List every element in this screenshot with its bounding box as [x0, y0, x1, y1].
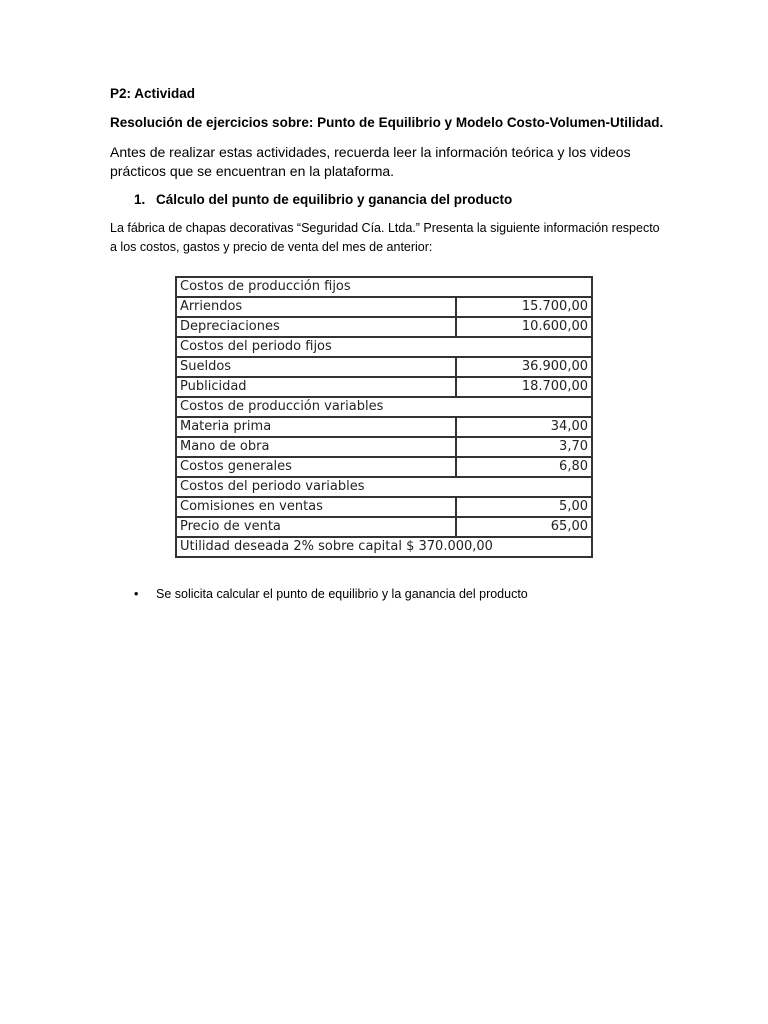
row-label-arriendos: Arriendos [176, 297, 456, 317]
table-section-row [176, 477, 592, 497]
row-label-costos-generales: Costos generales [176, 457, 456, 477]
row-label-mano-de-obra: Mano de obra [176, 437, 456, 457]
row-value-materia-prima: 34,00 [456, 417, 592, 437]
table-row [176, 297, 592, 317]
activity-title: P2: Actividad [110, 86, 196, 101]
section-header-variable-period: Costos del periodo variables [176, 477, 592, 497]
table-section-row [176, 397, 592, 417]
row-value-costos-generales: 6,80 [456, 457, 592, 477]
section-header-fixed-period: Costos del periodo fijos [176, 337, 592, 357]
row-value-mano-de-obra: 3,70 [456, 437, 592, 457]
row-label-publicidad: Publicidad [176, 377, 456, 397]
row-value-arriendos: 15.700,00 [456, 297, 592, 317]
table-row [176, 437, 592, 457]
row-value-precio-de-venta: 65,00 [456, 517, 592, 537]
table-section-row [176, 277, 592, 297]
section-heading [134, 192, 512, 207]
table-row [176, 417, 592, 437]
row-value-comisiones: 5,00 [456, 497, 592, 517]
section-number: 1. [134, 192, 146, 207]
bullet-text: Se solicita calcular el punto de equilibrio y la ganancia del producto [156, 587, 528, 601]
bullet-dot: • [134, 587, 139, 601]
bullet-list-item [134, 587, 528, 601]
section-title: Cálculo del punto de equilibrio y ganancia del producto [156, 192, 513, 207]
section-header-variable-production: Costos de producción variables [176, 397, 592, 417]
description-paragraph: La fábrica de chapas decorativas “Seguridad Cía. Ltda.” Presenta la siguiente información respecto a los costos, gastos y precio de venta del mes de anterior: [110, 221, 660, 254]
row-value-publicidad: 18.700,00 [456, 377, 592, 397]
cost-table [175, 276, 593, 558]
row-label-precio-de-venta: Precio de venta [176, 517, 456, 537]
table-footer-utilidad: Utilidad deseada 2% sobre capital $ 370.000,00 [176, 537, 592, 557]
table-row [176, 377, 592, 397]
row-value-depreciaciones: 10.600,00 [456, 317, 592, 337]
row-label-materia-prima: Materia prima [176, 417, 456, 437]
row-label-depreciaciones: Depreciaciones [176, 317, 456, 337]
table-section-row [176, 337, 592, 357]
table-row [176, 317, 592, 337]
activity-subtitle: Resolución de ejercicios sobre: Punto de Equilibrio y Modelo Costo-Volumen-Utilidad. [110, 115, 664, 130]
table-row [176, 357, 592, 377]
table-row [176, 457, 592, 477]
table-row [176, 517, 592, 537]
row-value-sueldos: 36.900,00 [456, 357, 592, 377]
intro-paragraph: Antes de realizar estas actividades, recuerda leer la información teórica y los videos prácticos que se encuentran en la plataforma. [110, 144, 631, 179]
row-label-sueldos: Sueldos [176, 357, 456, 377]
section-header-fixed-production: Costos de producción fijos [176, 277, 592, 297]
row-label-comisiones: Comisiones en ventas [176, 497, 456, 517]
table-footer-row [176, 537, 592, 557]
table-row [176, 497, 592, 517]
